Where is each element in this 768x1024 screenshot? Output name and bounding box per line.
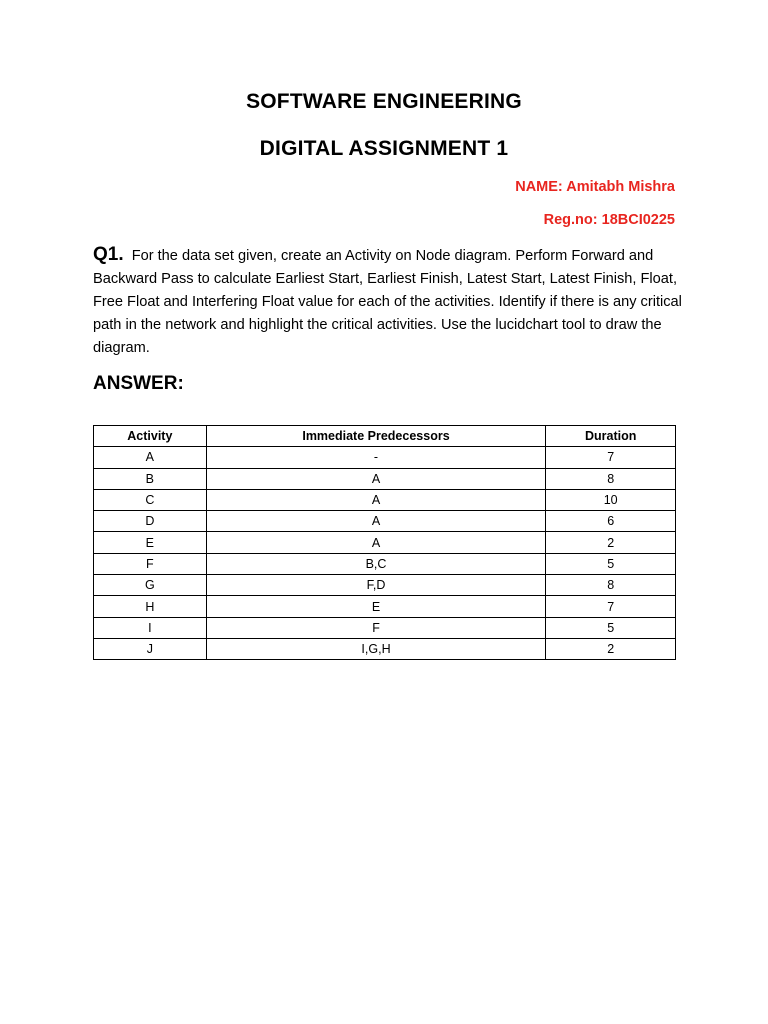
activity-cell: J: [94, 638, 207, 659]
header-duration: Duration: [546, 426, 676, 447]
table-row: [94, 468, 676, 489]
activity-cell: I: [94, 617, 207, 638]
question-text: For the data set given, create an Activity on Node diagram. Perform Forward and Backward Pass to calculate Earliest Start, Earliest Finish, Latest Start, Latest Finish, Float, Free Float and Interfering Float value for each of the activities. Identify if there is any critical path in the network and highlight the critical activities. Use the lucidchart tool to draw the diagram.: [93, 248, 682, 356]
activity-cell: F: [94, 553, 207, 574]
duration-cell: 2: [546, 638, 676, 659]
duration-cell: 6: [546, 511, 676, 532]
answer-heading: ANSWER:: [93, 373, 184, 394]
predecessors-cell: A: [206, 511, 546, 532]
duration-cell: 7: [546, 596, 676, 617]
predecessors-cell: B,C: [206, 553, 546, 574]
duration-cell: 10: [546, 489, 676, 510]
table-row: [94, 532, 676, 553]
duration-cell: 7: [546, 447, 676, 468]
activity-table: [93, 425, 676, 660]
predecessors-cell: E: [206, 596, 546, 617]
document-title: SOFTWARE ENGINEERING: [246, 90, 522, 113]
table-body: [94, 447, 676, 660]
predecessors-cell: -: [206, 447, 546, 468]
question-block: [93, 243, 683, 360]
question-label: Q1.: [93, 244, 124, 265]
table-row: [94, 575, 676, 596]
activity-cell: G: [94, 575, 207, 596]
header-activity: Activity: [94, 426, 207, 447]
predecessors-cell: F: [206, 617, 546, 638]
table-row: [94, 596, 676, 617]
duration-cell: 2: [546, 532, 676, 553]
predecessors-cell: A: [206, 468, 546, 489]
document-subtitle: DIGITAL ASSIGNMENT 1: [259, 137, 509, 160]
table-row: [94, 638, 676, 659]
activity-cell: C: [94, 489, 207, 510]
predecessors-cell: I,G,H: [206, 638, 546, 659]
activity-cell: B: [94, 468, 207, 489]
activity-cell: A: [94, 447, 207, 468]
header-immediate-predecessors: Immediate Predecessors: [206, 426, 546, 447]
predecessors-cell: A: [206, 532, 546, 553]
student-name: NAME: Amitabh Mishra: [515, 179, 675, 195]
predecessors-cell: A: [206, 489, 546, 510]
activity-cell: E: [94, 532, 207, 553]
table-row: [94, 447, 676, 468]
duration-cell: 5: [546, 553, 676, 574]
table-row: [94, 489, 676, 510]
registration-number: Reg.no: 18BCI0225: [543, 212, 675, 228]
table-row: [94, 553, 676, 574]
table-row: [94, 511, 676, 532]
table-header-row: [94, 426, 676, 447]
duration-cell: 5: [546, 617, 676, 638]
duration-cell: 8: [546, 468, 676, 489]
activity-cell: D: [94, 511, 207, 532]
table-row: [94, 617, 676, 638]
predecessors-cell: F,D: [206, 575, 546, 596]
duration-cell: 8: [546, 575, 676, 596]
activity-cell: H: [94, 596, 207, 617]
